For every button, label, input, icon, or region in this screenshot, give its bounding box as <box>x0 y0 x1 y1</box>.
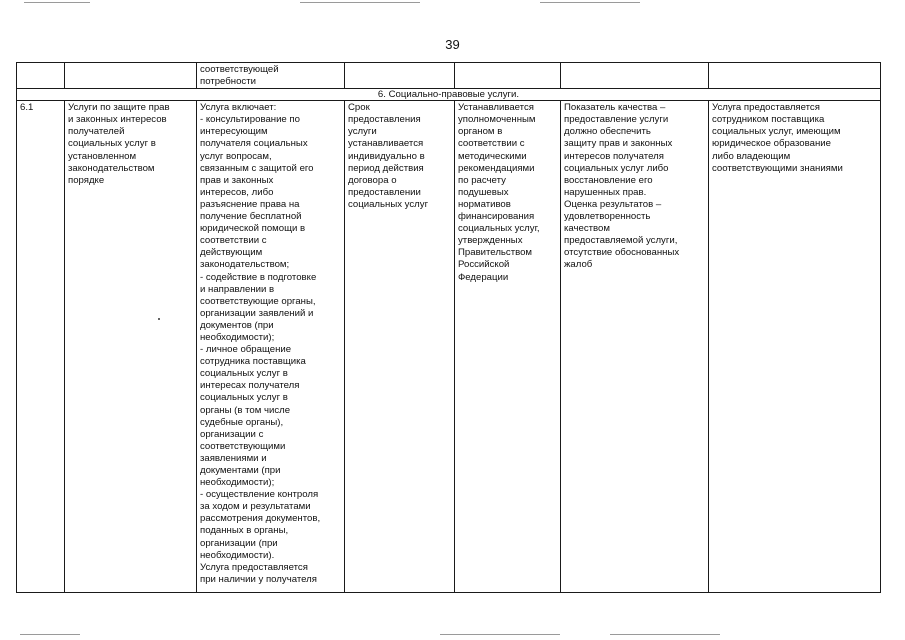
service-conditions: Услуга предоставляется сотрудником поставщика социальных услуг, имеющим юридическое образование либо владеющим соответствующими знаниями <box>712 102 843 174</box>
service-quality: Показатель качества – предоставление услуги должно обеспечить защиту прав и законных интересов получателя социальных услуг либо восстановление его нарушенных прав. Оценка результатов – удовлетворенность качеством предоставляемой услуги, отсутствие обоснованных жалоб <box>564 102 680 271</box>
service-quality-cell <box>561 101 709 593</box>
service-name: Услуги по защите прав и законных интересов получателей социальных услуг в установленном законодательством порядке <box>68 102 170 186</box>
service-number: 6.1 <box>20 102 34 114</box>
continuation-text: соответствующей потребности <box>200 64 279 88</box>
service-conditions-cell <box>709 101 881 593</box>
scan-edge-top-left <box>24 2 90 3</box>
cont-cell-num <box>17 63 65 89</box>
service-description-cell <box>197 101 345 593</box>
cont-cell-quality <box>561 63 709 89</box>
section-title: 6. Социально-правовые услуги. <box>17 89 881 101</box>
page-number: 39 <box>445 37 460 52</box>
cont-cell-description <box>197 63 345 89</box>
cont-cell-term <box>345 63 455 89</box>
scan-edge-bottom-left <box>20 634 80 635</box>
scan-edge-top-right <box>540 2 640 3</box>
service-tariff-cell <box>455 101 561 593</box>
cont-cell-name <box>65 63 197 89</box>
services-table <box>16 62 881 593</box>
service-number-cell <box>17 101 65 593</box>
service-description: Услуга включает: - консультирование по интересующим получателя социальных услуг вопросам, связанным с защитой его прав и законных интересов, либо разъяснение права на получение бесплатной юридической помощи в соответствии с действующим законодательством; - содействие в подготовке и направлении в соответствующие органы, организации заявлений и документов (при необходимости); - личное обращение сотрудника поставщика социальных услуг в интересах получателя социальных услуг в органы (в том числе судебные органы), организации с соответствующими заявлениями и документами (при необходимости); - осуществление контроля за ходом и результатами рассмотрения документов, поданных в органы, организации (при необходимости). Услуга предоставляется при наличии у получателя <box>200 102 321 585</box>
scan-edge-top-center <box>300 2 420 3</box>
service-term-cell <box>345 101 455 593</box>
cont-cell-tariff <box>455 63 561 89</box>
continuation-row <box>17 63 881 89</box>
scan-speck <box>158 318 160 320</box>
section-row <box>17 89 881 101</box>
service-row <box>17 101 881 593</box>
scan-edge-bottom-right <box>610 634 720 635</box>
service-name-cell <box>65 101 197 593</box>
service-tariff: Устанавливается уполномоченным органом в соответствии с методическими рекомендациями по расчету подушевых нормативов финансирования социальных услуг, утвержденных Правительством Российской Федерации <box>458 102 540 283</box>
service-term: Срок предоставления услуги устанавливается индивидуально в период действия договора о предоставлении социальных услуг <box>348 102 429 210</box>
scan-edge-bottom-center <box>440 634 560 635</box>
cont-cell-conditions <box>709 63 881 89</box>
